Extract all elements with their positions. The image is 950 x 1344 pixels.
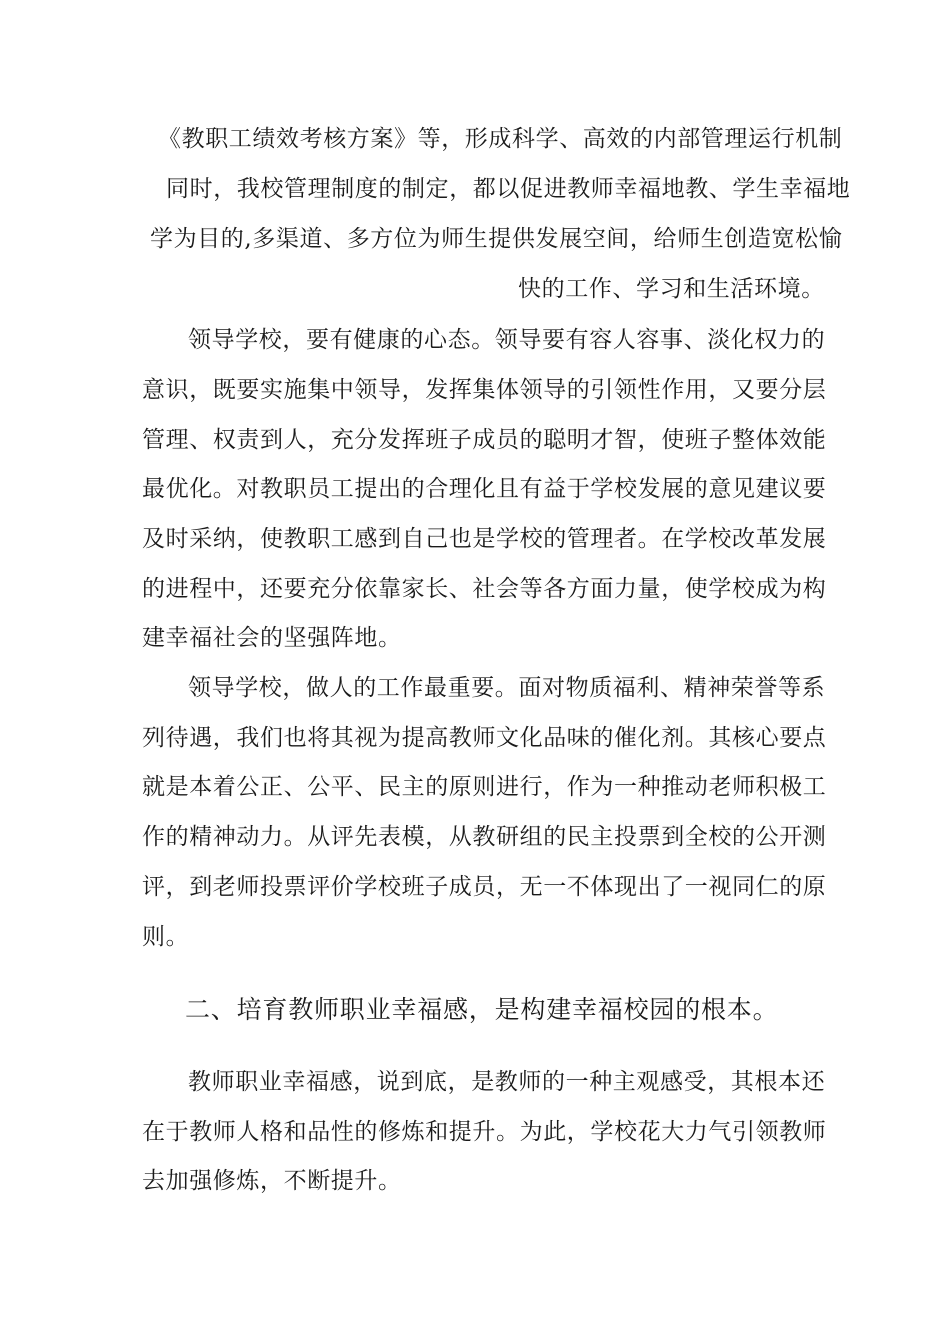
paragraph-3-line-1: 教师职业幸福感，说到底，是教师的一种主观感受，其根本还 xyxy=(188,1069,826,1095)
paragraph-2-line-3: 就是本着公正、公平、民主的原则进行，作为一种推动老师积极工 xyxy=(142,774,827,800)
paragraph-2-line-4: 作的精神动力。从评先表模，从教研组的民主投票到全校的公开测 xyxy=(142,824,827,850)
intro-line-4: 快的工作、学习和生活环境。 xyxy=(518,276,825,302)
intro-line-1: 《教职工绩效考核方案》等，形成科学、高效的内部管理运行机制 xyxy=(158,126,843,152)
paragraph-3-line-2: 在于教师人格和品性的修炼和提升。为此，学校花大力气引领教师 xyxy=(142,1119,827,1145)
paragraph-1-line-1: 领导学校，要有健康的心态。领导要有容人容事、淡化权力的 xyxy=(188,327,826,353)
paragraph-1-line-7: 建幸福社会的坚强阵地。 xyxy=(142,625,402,651)
paragraph-1-line-2: 意识，既要实施集中领导，发挥集体领导的引领性作用，又要分层 xyxy=(142,377,827,403)
paragraph-2-line-6: 则。 xyxy=(142,924,190,950)
paragraph-1-line-5: 及时采纳，使教职工感到自己也是学校的管理者。在学校改革发展 xyxy=(142,526,827,552)
intro-line-2: 同时，我校管理制度的制定，都以促进教师幸福地教、学生幸福地 xyxy=(166,176,851,202)
paragraph-2-line-1: 领导学校，做人的工作最重要。面对物质福利、精神荣誉等系 xyxy=(188,675,826,701)
paragraph-1-line-3: 管理、权责到人，充分发挥班子成员的聪明才智，使班子整体效能 xyxy=(142,427,827,453)
intro-line-3: 学为目的,多渠道、多方位为师生提供发展空间，给师生创造宽松愉 xyxy=(150,226,843,252)
paragraph-1-line-4: 最优化。对教职员工提出的合理化且有益于学校发展的意见建议要 xyxy=(142,476,827,502)
paragraph-2-line-5: 评，到老师投票评价学校班子成员，无一不体现出了一视同仁的原 xyxy=(142,874,827,900)
paragraph-3-line-3: 去加强修炼，不断提升。 xyxy=(142,1168,402,1194)
paragraph-1-line-6: 的进程中，还要充分依靠家长、社会等各方面力量，使学校成为构 xyxy=(142,576,827,602)
section-heading: 二、培育教师职业幸福感，是构建幸福校园的根本。 xyxy=(185,995,779,1024)
paragraph-2-line-2: 列待遇，我们也将其视为提高教师文化品味的催化剂。其核心要点 xyxy=(142,725,827,751)
